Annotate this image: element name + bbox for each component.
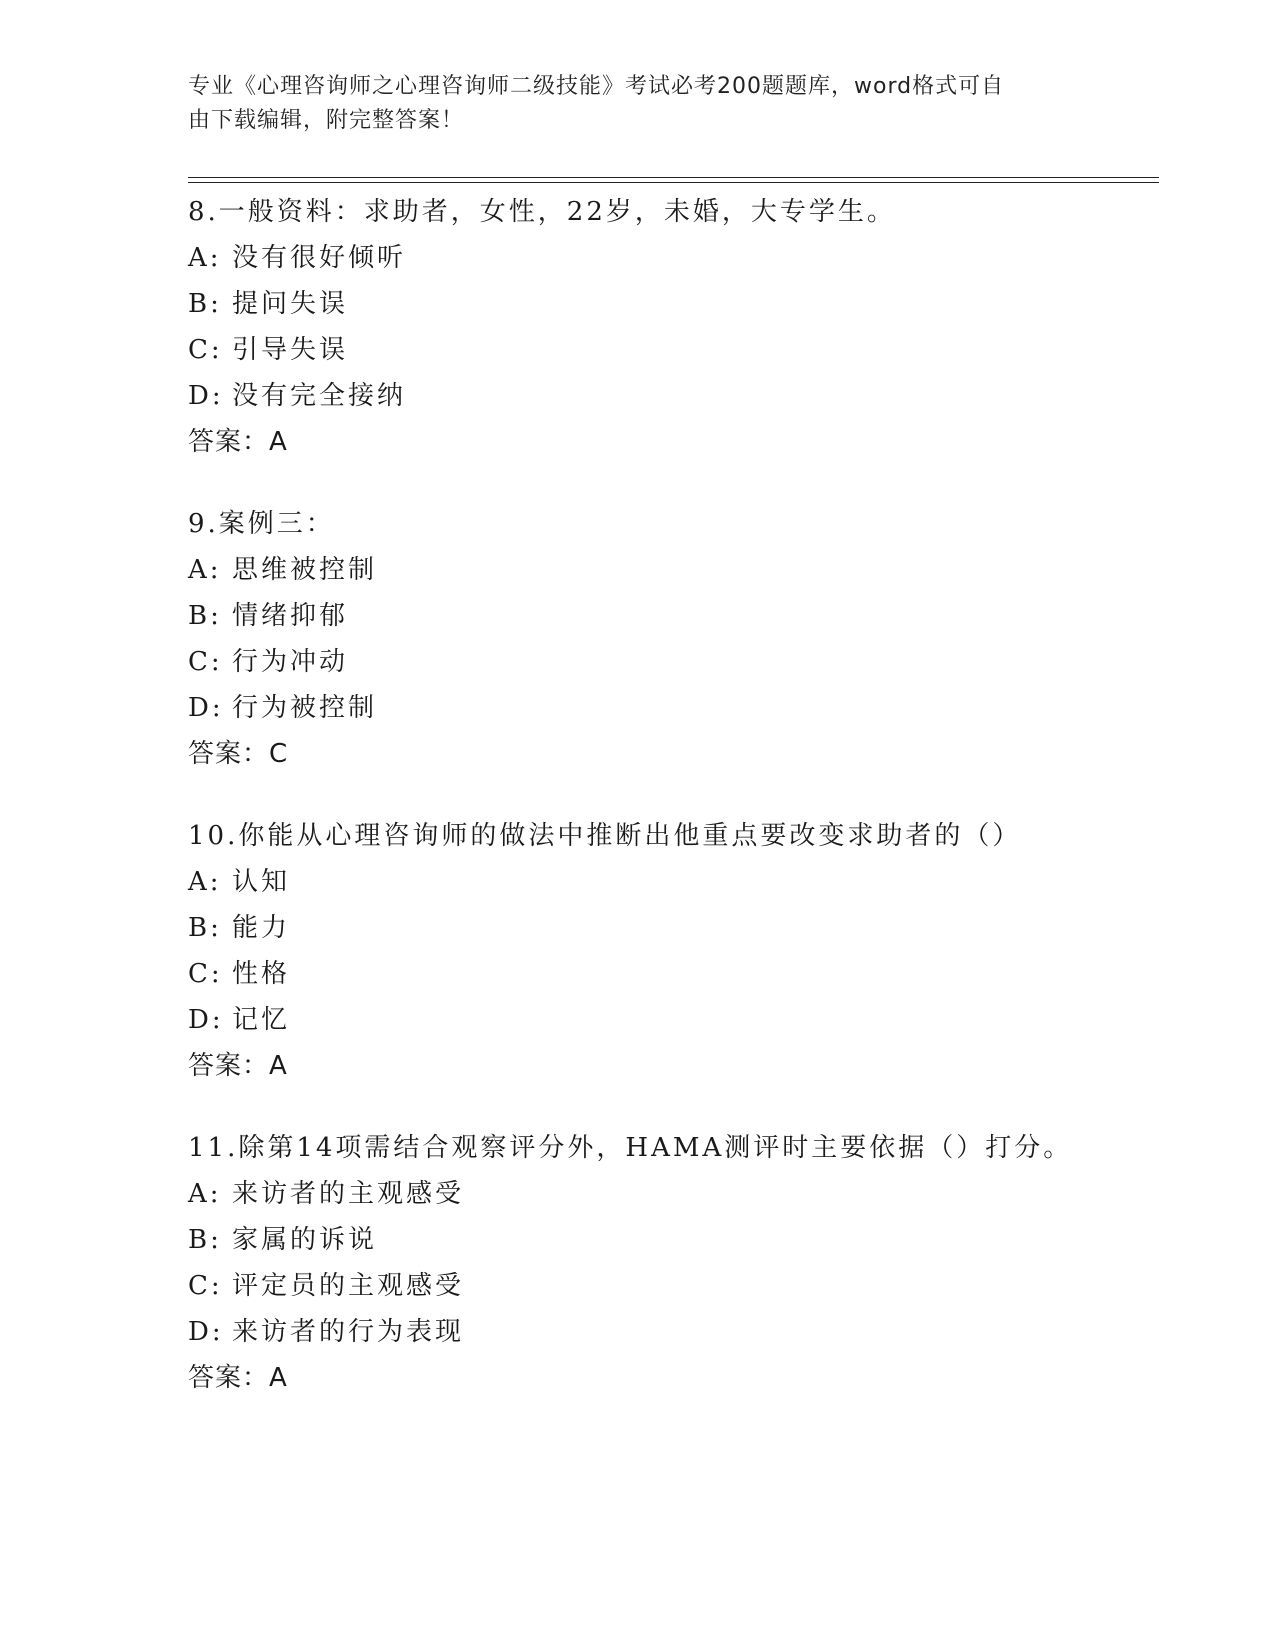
question-list <box>188 189 1148 1437</box>
option-b <box>188 593 1148 639</box>
option-letter: D: <box>188 1317 224 1347</box>
question-item <box>188 1125 1148 1401</box>
question-text: 11.除第14项需结合观察评分外，HAMA测评时主要依据（）打分。 <box>188 1133 1073 1163</box>
option-text: 来访者的主观感受 <box>232 1179 465 1209</box>
option-b <box>188 905 1148 951</box>
option-a <box>188 235 1148 281</box>
option-letter: B: <box>188 1225 222 1255</box>
option-text: 记忆 <box>232 1005 291 1035</box>
option-c <box>188 639 1148 685</box>
option-d <box>188 1309 1148 1355</box>
option-text: 没有很好倾听 <box>232 243 407 273</box>
header-line-2: 由下载编辑，附完整答案！ <box>188 108 465 133</box>
option-text: 行为冲动 <box>232 647 349 677</box>
header-line-1: 专业《心理咨询师之心理咨询师二级技能》考试必考200题题库，word格式可自 <box>188 74 1005 99</box>
answer-label: 答案： <box>188 427 270 457</box>
answer-line <box>188 1043 1148 1089</box>
question-item <box>188 813 1148 1089</box>
option-text: 没有完全接纳 <box>232 381 407 411</box>
option-text: 思维被控制 <box>232 555 378 585</box>
option-c <box>188 951 1148 997</box>
option-letter: D: <box>188 381 224 411</box>
answer-value: A <box>269 427 288 457</box>
option-a <box>188 547 1148 593</box>
answer-line <box>188 731 1148 777</box>
option-d <box>188 997 1148 1043</box>
answer-label: 答案： <box>188 1363 270 1393</box>
answer-line <box>188 1355 1148 1401</box>
option-letter: B: <box>188 289 222 319</box>
answer-label: 答案： <box>188 1051 270 1081</box>
option-letter: A: <box>188 243 222 273</box>
option-b <box>188 1217 1148 1263</box>
option-letter: A: <box>188 555 222 585</box>
header-divider-bottom <box>188 182 1159 183</box>
option-letter: C: <box>188 959 223 989</box>
question-item <box>188 189 1148 465</box>
option-a <box>188 859 1148 905</box>
option-text: 评定员的主观感受 <box>232 1271 465 1301</box>
answer-value: C <box>269 739 289 769</box>
option-letter: C: <box>188 335 223 365</box>
option-text: 家属的诉说 <box>232 1225 378 1255</box>
answer-label: 答案： <box>188 739 270 769</box>
header-divider-top <box>188 177 1159 178</box>
answer-value: A <box>269 1051 288 1081</box>
question-text: 9.案例三： <box>188 509 335 539</box>
option-b <box>188 281 1148 327</box>
question-text: 10.你能从心理咨询师的做法中推断出他重点要改变求助者的（） <box>188 821 1022 851</box>
option-letter: C: <box>188 1271 223 1301</box>
option-text: 认知 <box>232 867 291 897</box>
answer-line <box>188 419 1148 465</box>
option-text: 情绪抑郁 <box>232 601 349 631</box>
option-text: 来访者的行为表现 <box>232 1317 465 1347</box>
option-letter: A: <box>188 1179 222 1209</box>
option-letter: B: <box>188 601 222 631</box>
option-text: 能力 <box>232 913 291 943</box>
option-d <box>188 685 1148 731</box>
option-c <box>188 327 1148 373</box>
option-c <box>188 1263 1148 1309</box>
option-letter: D: <box>188 693 224 723</box>
question-text: 8.一般资料：求助者，女性，22岁，未婚，大专学生。 <box>188 197 896 227</box>
option-text: 行为被控制 <box>232 693 378 723</box>
option-letter: D: <box>188 1005 224 1035</box>
option-text: 引导失误 <box>232 335 349 365</box>
option-text: 提问失误 <box>232 289 349 319</box>
document-header <box>188 70 1088 138</box>
option-a <box>188 1171 1148 1217</box>
option-letter: C: <box>188 647 223 677</box>
question-item <box>188 501 1148 777</box>
option-text: 性格 <box>232 959 291 989</box>
option-letter: B: <box>188 913 222 943</box>
answer-value: A <box>269 1363 288 1393</box>
option-d <box>188 373 1148 419</box>
option-letter: A: <box>188 867 222 897</box>
